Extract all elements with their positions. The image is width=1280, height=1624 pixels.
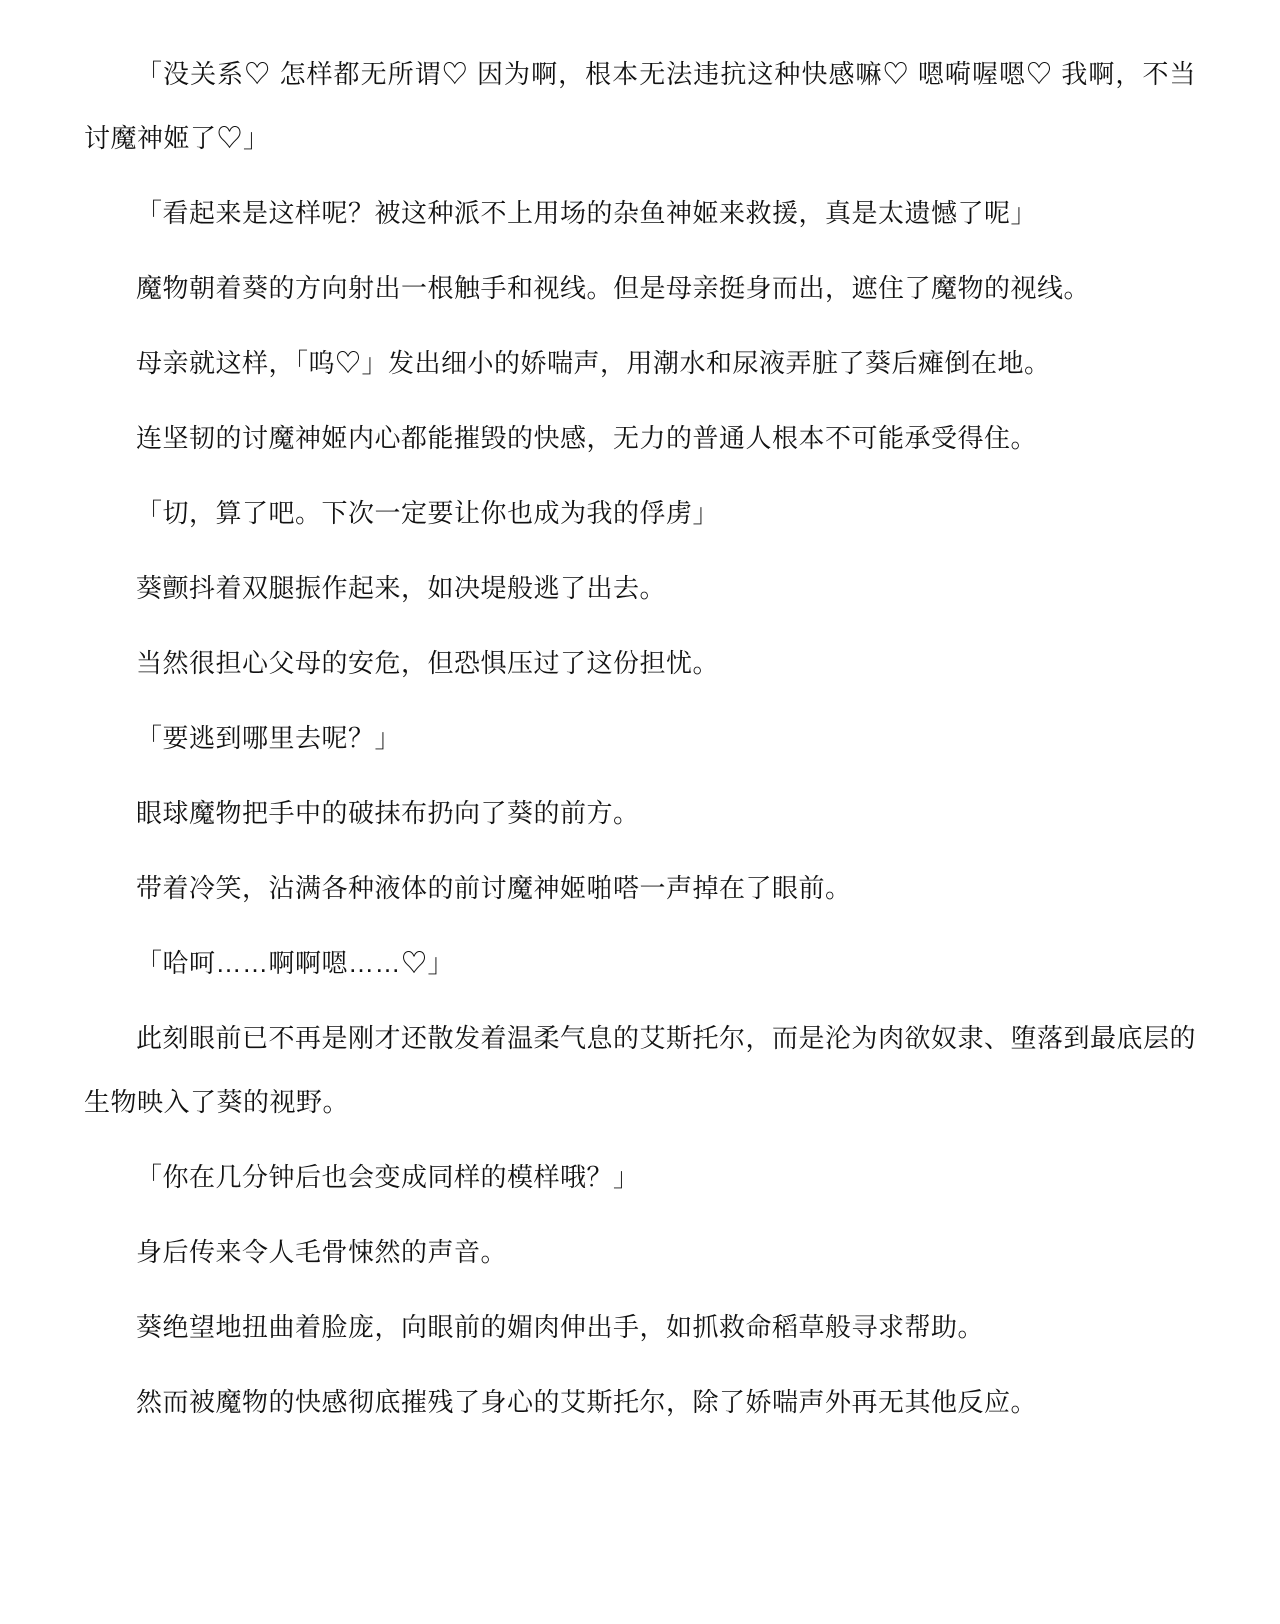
narration-paragraph: 母亲就这样，「呜♡」发出细小的娇喘声，用潮水和尿液弄脏了葵后瘫倒在地。: [136, 348, 1051, 378]
narration-paragraph: 当然很担心父母的安危，但恐惧压过了这份担忧。: [136, 648, 720, 678]
dialogue-paragraph: 「要逃到哪里去呢？」: [136, 723, 402, 753]
narration-paragraph: 眼球魔物把手中的破抹布扔向了葵的前方。: [136, 798, 640, 828]
narration-paragraph: 带着冷笑，沾满各种液体的前讨魔神姬啪嗒一声掉在了眼前。: [136, 873, 852, 903]
dialogue-paragraph: 「哈呵……啊啊嗯……♡」: [136, 948, 455, 978]
paragraph-container: [84, 42, 1196, 1434]
dialogue-paragraph: 「没关系♡ 怎样都无所谓♡ 因为啊，根本无法违抗这种快感嘛♡ 嗯嗬喔嗯♡ 我啊，不当讨魔神姬了♡」: [84, 59, 1196, 153]
dialogue-paragraph: 「切，算了吧。下次一定要让你也成为我的俘虏」: [136, 498, 720, 528]
narration-paragraph: 魔物朝着葵的方向射出一根触手和视线。但是母亲挺身而出，遮住了魔物的视线。: [136, 273, 1091, 303]
narration-paragraph: 连坚韧的讨魔神姬内心都能摧毁的快感，无力的普通人根本不可能承受得住。: [136, 423, 1038, 453]
narration-paragraph: 身后传来令人毛骨悚然的声音。: [136, 1237, 508, 1267]
narration-paragraph: 此刻眼前已不再是刚才还散发着温柔气息的艾斯托尔，而是沦为肉欲奴隶、堕落到最底层的生物映入了葵的视野。: [84, 1023, 1197, 1117]
dialogue-paragraph: 「你在几分钟后也会变成同样的模样哦？」: [136, 1162, 640, 1192]
dialogue-paragraph: 「看起来是这样呢？被这种派不上用场的杂鱼神姬来救援，真是太遗憾了呢」: [136, 198, 1038, 228]
narration-paragraph: 葵绝望地扭曲着脸庞，向眼前的媚肉伸出手，如抓救命稻草般寻求帮助。: [136, 1312, 985, 1342]
narration-paragraph: 然而被魔物的快感彻底摧残了身心的艾斯托尔，除了娇喘声外再无其他反应。: [136, 1387, 1038, 1417]
narration-paragraph: 葵颤抖着双腿振作起来，如决堤般逃了出去。: [136, 573, 667, 603]
